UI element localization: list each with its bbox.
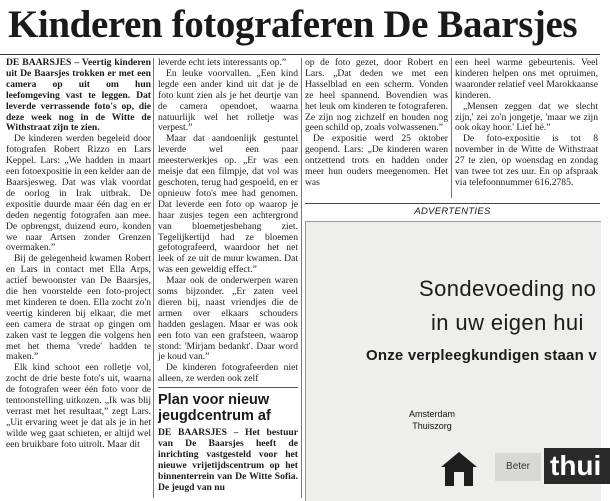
ad-brand-name: Amsterdam — [408, 409, 455, 419]
top-rule — [0, 54, 600, 55]
advertisement[interactable] — [305, 221, 601, 501]
ad-brand-sub: Thuiszorg — [412, 421, 452, 431]
column-divider — [301, 58, 302, 498]
article-paragraph: een heel warme gebeurtenis. Veel kinderen helpen ons met opruimen, waaronder relatief veel Marokkaanse kinderen. — [455, 57, 598, 101]
ad-headline-line-1: Sondevoeding no — [419, 276, 597, 301]
ad-tagline-main: thui — [544, 448, 610, 484]
article-column-3 — [305, 58, 448, 198]
house-logo-icon — [439, 450, 479, 488]
article-paragraph: De foto-expositie is tot 8 november in de Witte de Withstraat 27 te zien, op woensdag en zondag van twee tot zes uur. En op afspraak via telefoonnummer 616.2785. — [455, 133, 598, 188]
article-paragraph: Elk kind schoot een rolletje vol, zocht de drie beste foto's uit, waarna de fotografen weer één foto voor de tentoonstelling uitkozen. „Ik was blij verrast met het resultaat,” zegt Lars. „Uit ervaring weet je dat als je in het wilde weg gaat schieten, er altijd wel een bruikbare foto uitrolt. Maar dit — [6, 362, 151, 450]
article-column-4 — [455, 58, 598, 198]
article-paragraph: Maar ook de onderwerpen waren soms bijzonder. „Er zaten veel dieren bij, naast vriendjes die de armen over elkaars schouders hadden geslagen. Maar er was ook een foto van een grafsteen, waarop stond: 'Mirjam bedankt'. Daar word je koud van.” — [158, 275, 298, 363]
article-column-1 — [6, 58, 151, 498]
column-divider — [153, 58, 154, 498]
article-paragraph: Maar dat aandoenlijk gestuntel leverde wel een paar meesterwerkjes op. „Er was een meisje dat een filmpje, dat vol was geschoten, terug had gespoeld, en er opnieuw foto's mee had genomen. Dat leverde een foto op waarop je haar zusjes tegen een achtergrond van bloemetjesbehang ziet. Tegelijkertijd had ze bloemen gefotografeerd, waardoor het net leek of ze uit de muur kwamen. Dat was een geweldig effect.” — [158, 133, 298, 276]
second-article-lead-text: DE BAARSJES – Het bestuur van De Baarsjes heeft de inrichting vastgesteld voor het nieuwe vrijetijdscentrum op het binnenterrein van De Witte Sofia. De jeugd van nu — [158, 427, 298, 493]
section-rule — [158, 387, 298, 388]
article-paragraph: op de foto gezet, door Robert en Lars. „Dat deden we met een Hasselblad en een scherm. Vonden ze heel spannend. Bovendien was het leuk om kinderen te fotograferen. Ze zijn nog zichzelf en houden nog geen schild op, zoals volwassenen.” — [305, 57, 448, 134]
article-paragraph: De kinderen fotografeerden niet alleen, ze werden ook zelf — [158, 362, 298, 385]
article-paragraph: De expositie werd 25 oktober geopend. Lars: „De kinderen waren ontzettend trots en hadden onder meer hun ouders meegenomen. Het was — [305, 133, 448, 188]
article-column-2 — [158, 57, 298, 385]
advertisement-rule — [305, 203, 600, 204]
ad-tagline-prefix: Beter — [495, 453, 541, 481]
second-article-lead — [158, 428, 298, 500]
advertisement-section-label: ADVERTENTIES — [414, 206, 491, 217]
article-lead: DE BAARSJES – Veertig kinderen uit De Baarsjes trokken er met een camera op uit om hun leefomgeving vast te leggen. Dat leverde verrassende foto's op, die deze week nog in de Witte de Withstraat zijn te zien. — [6, 57, 151, 134]
article-paragraph: En leuke voorvallen. „Een kind legde een ander kind uit dat je de foto kunt zien als je het deurtje van de camera opendoet, waarna natuurlijk wel het rolletje was verpest.” — [158, 67, 298, 134]
page-title: Kinderen fotograferen De Baarsjes — [8, 3, 578, 46]
ad-brand-block — [382, 408, 482, 432]
ad-subline: Onze verpleegkundigen staan v — [366, 347, 597, 364]
article-paragraph: De kinderen werden begeleid door fotografen Robert Rizzo en Lars Keppel. Lars: „We hadden in maart een fotoexpositie in een kelder aan de Baarsjesweg. Dat was vlak voordat de oorlog in Irak uitbrak. De expositie duurde maar één dag en er deden negentig fotografen aan mee. De opbrengst, duizend euro, konden we naar Artsen zonder Grenzen overmaken.” — [6, 133, 151, 254]
ad-headline-line-2: in uw eigen hui — [431, 310, 584, 335]
second-article-headline: Plan voor nieuw jeugdcentrum af — [158, 392, 271, 424]
article-paragraph: Bij de gelegenheid kwamen Robert en Lars in contact met Ella Arps, actief bewoonster van De Baarsjes, die hen voorstelde een foto-project met kinderen te doen. Ella zocht zo'n veertig kinderen bij elkaar, die met een camera de straat op gingen om zaken vast te leggen die volgens hen met het thema 'vrede' hadden te maken.” — [6, 253, 151, 363]
article-paragraph: „Mensen zeggen dat we slecht zijn,' zei zo'n jongetje, 'maar we zijn ook okay hoor.' Lief hé.” — [455, 100, 598, 134]
column-divider — [451, 58, 452, 198]
article-paragraph: leverde echt iets interessants op.” — [158, 57, 287, 68]
